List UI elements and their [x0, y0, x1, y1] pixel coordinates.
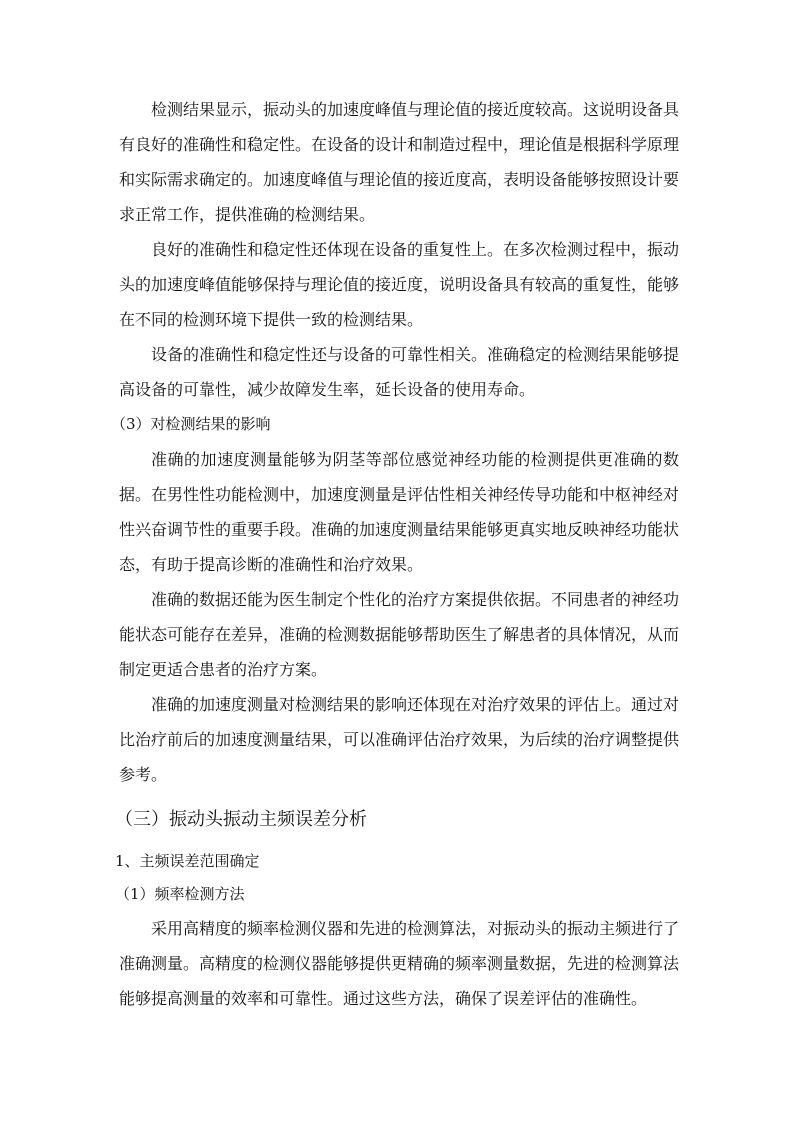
body-paragraph: 采用高精度的频率检测仪器和先进的检测算法，对振动头的振动主频进行了准确测量。高精度的检测仪器能够提供更精确的频率测量数据，先进的检测算法能够提高测量的效率和可靠性。通过这些方法，确保了误差评估的准确性。	[119, 919, 680, 1008]
subheading-impact: （3）对检测结果的影响	[111, 415, 271, 433]
body-paragraph: 准确的数据还能为医生制定个性化的治疗方案提供依据。不同患者的神经功能状态可能存在差异，准确的检测数据能够帮助医生了解患者的具体情况，从而制定更适合患者的治疗方案。	[119, 590, 680, 679]
subsection-heading: 1、主频误差范围确定	[115, 852, 260, 870]
body-paragraph: 准确的加速度测量对检测结果的影响还体现在对治疗效果的评估上。通过对比治疗前后的加速度测量结果，可以准确评估治疗效果，为后续的治疗调整提供参考。	[119, 695, 680, 784]
subheading-method: （1）频率检测方法	[115, 885, 245, 903]
section-heading: （三）振动头振动主频误差分析	[115, 809, 367, 830]
body-paragraph: 设备的准确性和稳定性还与设备的可靠性相关。准确稳定的检测结果能够提高设备的可靠性，减少故障发生率，延长设备的使用寿命。	[119, 345, 680, 399]
body-paragraph: 准确的加速度测量能够为阴茎等部位感觉神经功能的检测提供更准确的数据。在男性性功能检测中，加速度测量是评估性相关神经传导功能和中枢神经对性兴奋调节性的重要手段。准确的加速度测量结果能够更真实地反映神经功能状态，有助于提高诊断的准确性和治疗效果。	[119, 450, 680, 574]
body-paragraph: 良好的准确性和稳定性还体现在设备的重复性上。在多次检测过程中，振动头的加速度峰值能够保持与理论值的接近度，说明设备具有较高的重复性，能够在不同的检测环境下提供一致的检测结果。	[119, 240, 680, 329]
body-paragraph: 检测结果显示，振动头的加速度峰值与理论值的接近度较高。这说明设备具有良好的准确性和稳定性。在设备的设计和制造过程中，理论值是根据科学原理和实际需求确定的。加速度峰值与理论值的接近度高，表明设备能够按照设计要求正常工作，提供准确的检测结果。	[119, 100, 680, 224]
document-page	[111, 92, 680, 1016]
